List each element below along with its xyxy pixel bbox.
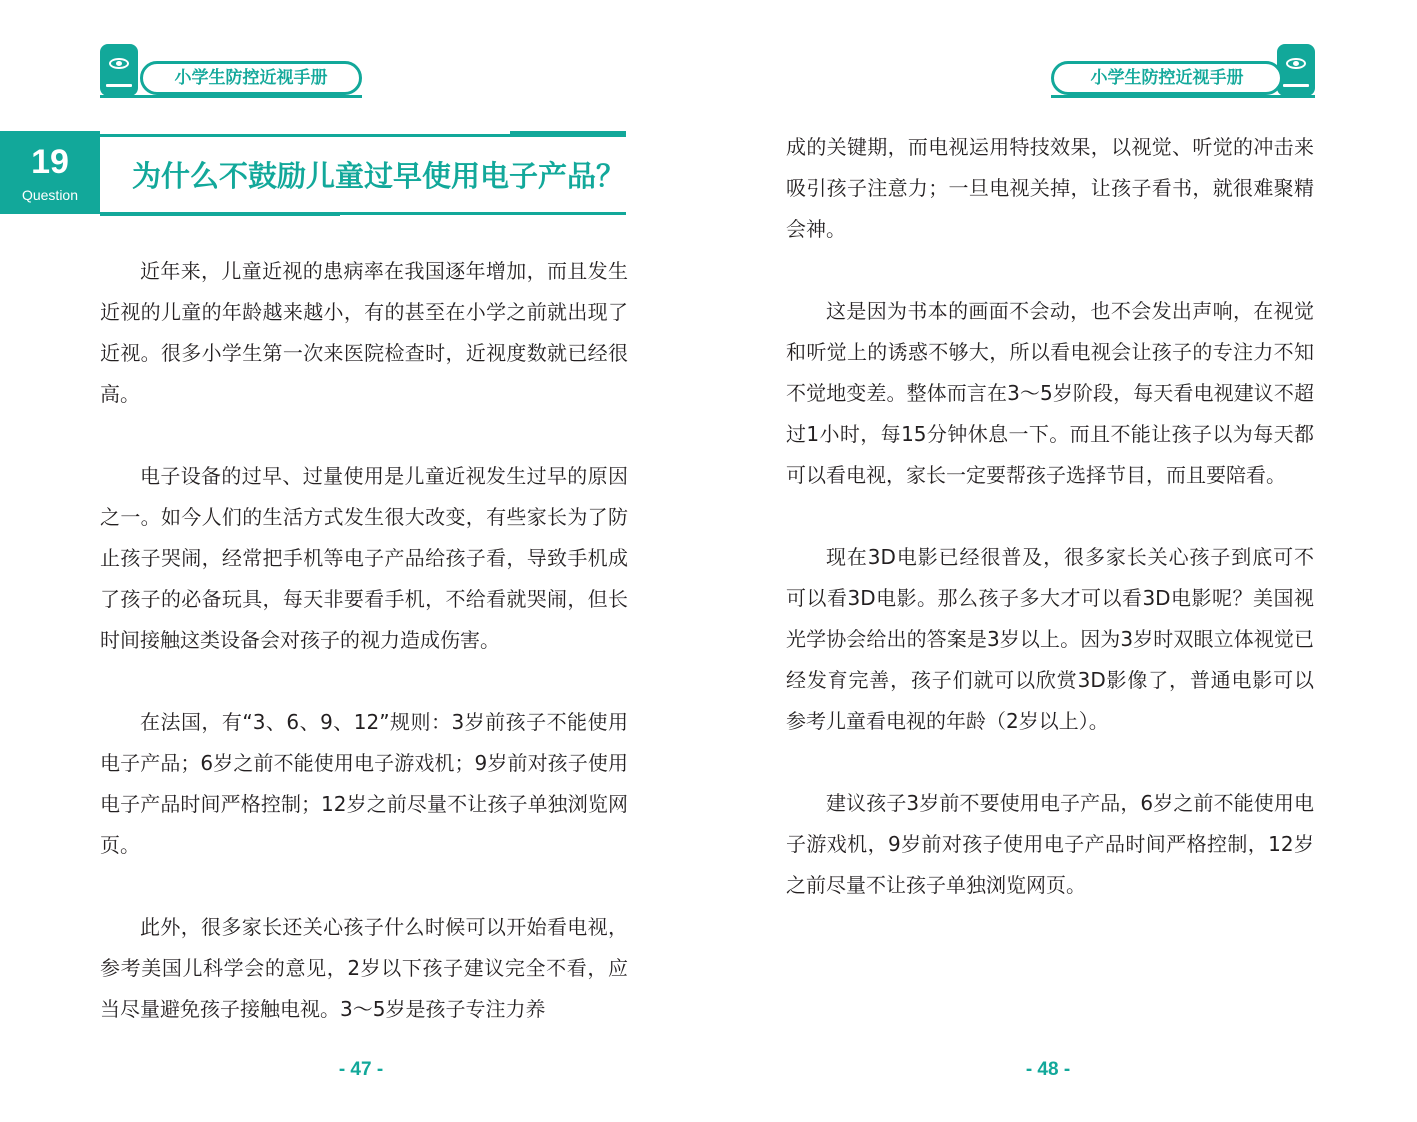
left-page bbox=[0, 0, 708, 1122]
paragraph: 电子设备的过早、过量使用是儿童近视发生过早的原因之一。如今人们的生活方式发生很大改变，有些家长为了防止孩子哭闹，经常把手机等电子产品给孩子看，导致手机成了孩子的必备玩具，每天非要看手机，不给看就哭闹，但长时间接触这类设备会对孩子的视力造成伤害。 bbox=[100, 464, 628, 652]
header-eye-icon bbox=[1277, 44, 1315, 96]
paragraph: 现在3D电影已经很普及，很多家长关心孩子到底可不可以看3D电影。那么孩子多大才可以看3D电影呢？美国视光学协会给出的答案是3岁以上。因为3岁时双眼立体视觉已经发育完善，孩子们就可以欣赏3D影像了，普通电影可以参考儿童看电视的年龄（2岁以上）。 bbox=[786, 545, 1314, 733]
right-body-text bbox=[786, 127, 1314, 947]
paragraph: 近年来，儿童近视的患病率在我国逐年增加，而且发生近视的儿童的年龄越来越小，有的甚至在小学之前就出现了近视。很多小学生第一次来医院检查时，近视度数就已经很高。 bbox=[100, 259, 628, 406]
header-eye-icon bbox=[100, 44, 138, 96]
question-label: Question bbox=[21, 187, 79, 203]
right-page bbox=[708, 0, 1417, 1122]
question-badge bbox=[0, 131, 100, 214]
header-rule bbox=[1051, 95, 1315, 98]
page-number: - 47 - bbox=[338, 1059, 384, 1080]
paragraph: 在法国，有“3、6、9、12”规则：3岁前孩子不能使用电子产品；6岁之前不能使用电子游戏机；9岁前对孩子使用电子产品时间严格控制；12岁之前尽量不让孩子单独浏览网页。 bbox=[100, 710, 628, 857]
paragraph: 这是因为书本的画面不会动，也不会发出声响，在视觉和听觉上的诱惑不够大，所以看电视会让孩子的专注力不知不觉地变差。整体而言在3～5岁阶段，每天看电视建议不超过1小时，每15分钟休息一下。而且不能让孩子以为每天都可以看电视，家长一定要帮孩子选择节目，而且要陪看。 bbox=[786, 299, 1314, 487]
page-number: - 48 - bbox=[1025, 1059, 1071, 1080]
header-book-title: 小学生防控近视手册 bbox=[1051, 61, 1283, 95]
paragraph: 成的关键期，而电视运用特技效果，以视觉、听觉的冲击来吸引孩子注意力；一旦电视关掉，让孩子看书，就很难聚精会神。 bbox=[786, 135, 1314, 241]
header-rule bbox=[100, 95, 362, 98]
question-title: 为什么不鼓励儿童过早使用电子产品？ bbox=[132, 159, 626, 193]
question-number: 19 bbox=[31, 143, 69, 181]
title-rule-top-accent bbox=[510, 131, 626, 135]
paragraph: 建议孩子3岁前不要使用电子产品，6岁之前不能使用电子游戏机，9岁前对孩子使用电子产品时间严格控制，12岁之前尽量不让孩子单独浏览网页。 bbox=[786, 791, 1314, 897]
paragraph: 此外，很多家长还关心孩子什么时候可以开始看电视，参考美国儿科学会的意见，2岁以下孩子建议完全不看，应当尽量避免孩子接触电视。3～5岁是孩子专注力养 bbox=[100, 915, 628, 1021]
left-body-text bbox=[100, 251, 628, 1071]
header-book-title: 小学生防控近视手册 bbox=[140, 61, 362, 95]
title-rule-bottom-accent bbox=[100, 212, 340, 216]
